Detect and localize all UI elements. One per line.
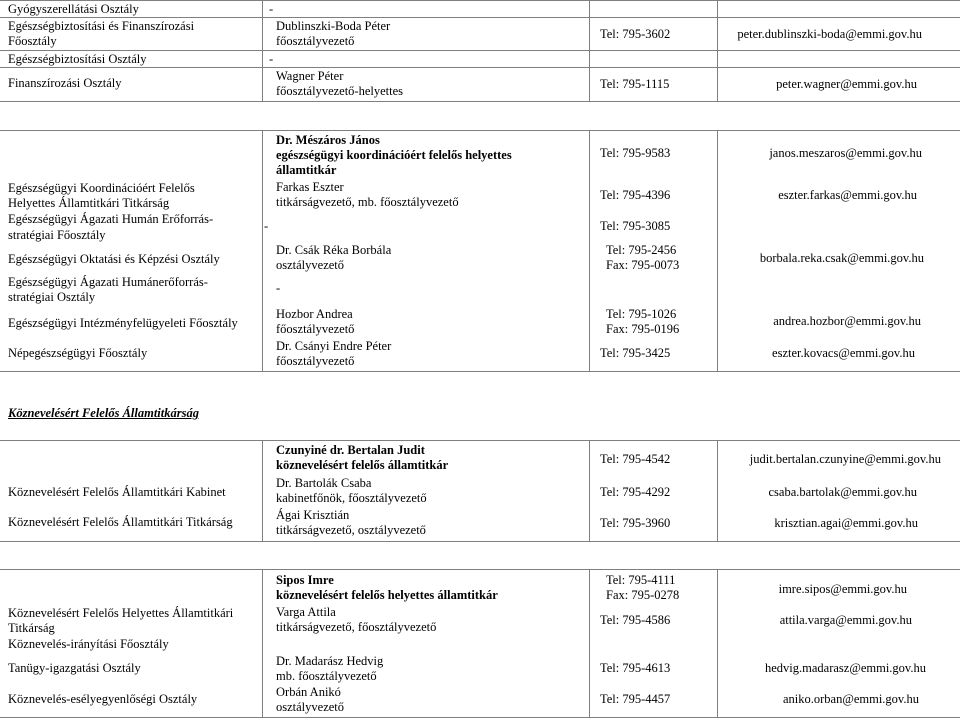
unit-name: Tanügy-igazgatási Osztály — [8, 661, 141, 675]
fax-number: Fax: 795-0278 — [606, 588, 680, 602]
person-role: titkárságvezető, mb. főosztályvezető — [276, 195, 459, 209]
person-name: - — [276, 281, 281, 295]
person-name: - — [269, 52, 274, 66]
unit-name: Finanszírozási Osztály — [8, 76, 122, 90]
person-role: köznevelésért felelős helyettes államtitkár — [276, 588, 498, 602]
email-address[interactable]: judit.bertalan.czunyine@emmi.gov.hu — [749, 452, 941, 466]
person-name: - — [264, 219, 269, 233]
unit-name: Egészségbiztosítási és Finanszírozási — [8, 19, 195, 33]
phone-number: Tel: 795-4457 — [600, 692, 671, 706]
email-address[interactable]: eszter.kovacs@emmi.gov.hu — [772, 346, 915, 360]
phone-number: Tel: 795-4586 — [600, 613, 671, 627]
unit-name: Egészségügyi Intézményfelügyeleti Főosztály — [8, 316, 238, 330]
email-address[interactable]: attila.varga@emmi.gov.hu — [779, 613, 912, 627]
unit-name: stratégiai Főosztály — [8, 228, 106, 242]
person-role: mb. főosztályvezető — [276, 669, 377, 683]
fax-number: Fax: 795-0073 — [606, 258, 680, 272]
phone-number: Tel: 795-4542 — [600, 452, 671, 466]
phone-number: Tel: 795-4292 — [600, 485, 671, 499]
unit-name: Köznevelés-irányítási Főosztály — [8, 637, 169, 651]
person-role: egészségügyi koordinációért felelős helyettes — [276, 148, 512, 162]
phone-number: Tel: 795-4396 — [600, 188, 671, 202]
unit-name: Köznevelés-esélyegyenlőségi Osztály — [8, 692, 198, 706]
person-role: osztályvezető — [276, 258, 345, 272]
unit-name: stratégiai Osztály — [8, 290, 96, 304]
phone-number: Tel: 795-4111 — [606, 573, 676, 587]
person-name: Dublinszki-Boda Péter — [276, 19, 391, 33]
person-role: osztályvezető — [276, 700, 345, 714]
phone-number: Tel: 795-3425 — [600, 346, 671, 360]
person-name: Wagner Péter — [276, 69, 344, 83]
section-heading: Köznevelésért Felelős Államtitkárság — [8, 406, 199, 420]
fax-number: Fax: 795-0196 — [606, 322, 680, 336]
person-role: főosztályvezető — [276, 34, 355, 48]
unit-name: Köznevelésért Felelős Helyettes Államtitkári — [8, 606, 234, 620]
unit-name: Titkárság — [8, 621, 55, 635]
email-address[interactable]: peter.wagner@emmi.gov.hu — [776, 77, 917, 91]
email-address[interactable]: andrea.hozbor@emmi.gov.hu — [773, 314, 921, 328]
person-name: Dr. Madarász Hedvig — [276, 654, 384, 668]
person-name: Dr. Csányi Endre Péter — [276, 339, 392, 353]
person-name: Varga Attila — [276, 605, 336, 619]
email-address[interactable]: krisztian.agai@emmi.gov.hu — [774, 516, 918, 530]
email-address[interactable]: janos.meszaros@emmi.gov.hu — [769, 146, 922, 160]
phone-number: Tel: 795-4613 — [600, 661, 671, 675]
phone-number: Tel: 795-2456 — [606, 243, 677, 257]
phone-number: Tel: 795-1115 — [600, 77, 670, 91]
person-name: Dr. Bartolák Csaba — [276, 476, 372, 490]
unit-name: Egészségbiztosítási Osztály — [8, 52, 147, 66]
person-name: Farkas Eszter — [276, 180, 344, 194]
person-role: titkárságvezető, osztályvezető — [276, 523, 426, 537]
person-name: Czunyiné dr. Bertalan Judit — [276, 443, 425, 457]
person-name: Dr. Mészáros János — [276, 133, 380, 147]
unit-name: Gyógyszerellátási Osztály — [8, 2, 139, 16]
email-address[interactable]: csaba.bartolak@emmi.gov.hu — [768, 485, 917, 499]
unit-name: Egészségügyi Koordinációért Felelős — [8, 181, 195, 195]
unit-name: Egészségügyi Ágazati Humán Erőforrás- — [8, 212, 214, 226]
phone-number: Tel: 795-3602 — [600, 27, 671, 41]
person-role: titkárságvezető, főosztályvezető — [276, 620, 437, 634]
phone-number: Tel: 795-1026 — [606, 307, 677, 321]
person-role: főosztályvezető — [276, 322, 355, 336]
person-role: főosztályvezető-helyettes — [276, 84, 404, 98]
unit-name: Egészségügyi Oktatási és Képzési Osztály — [8, 252, 220, 266]
email-address[interactable]: peter.dublinszki-boda@emmi.gov.hu — [737, 27, 922, 41]
unit-name: Főosztály — [8, 34, 57, 48]
person-name: Dr. Csák Réka Borbála — [276, 243, 392, 257]
person-name: Hozbor Andrea — [276, 307, 353, 321]
phone-number: Tel: 795-3960 — [600, 516, 671, 530]
unit-name: Helyettes Államtitkári Titkárság — [8, 196, 170, 210]
phone-number: Tel: 795-9583 — [600, 146, 671, 160]
person-role: kabinetfőnök, főosztályvezető — [276, 491, 427, 505]
person-role: államtitkár — [276, 163, 337, 177]
email-address[interactable]: eszter.farkas@emmi.gov.hu — [778, 188, 917, 202]
unit-name: Népegészségügyi Főosztály — [8, 346, 148, 360]
person-name: Orbán Anikó — [276, 685, 341, 699]
unit-name: Köznevelésért Felelős Államtitkári Kabinet — [8, 485, 226, 499]
person-name: Sipos Imre — [276, 573, 334, 587]
person-role: köznevelésért felelős államtitkár — [276, 458, 449, 472]
email-address[interactable]: aniko.orban@emmi.gov.hu — [782, 692, 919, 706]
person-name: - — [269, 2, 274, 16]
email-address[interactable]: borbala.reka.csak@emmi.gov.hu — [759, 251, 924, 265]
email-address[interactable]: imre.sipos@emmi.gov.hu — [778, 582, 907, 596]
person-name: Ágai Krisztián — [276, 508, 350, 522]
unit-name: Egészségügyi Ágazati Humánerőforrás- — [8, 275, 208, 289]
unit-name: Köznevelésért Felelős Államtitkári Titkárság — [8, 515, 233, 529]
phone-number: Tel: 795-3085 — [600, 219, 671, 233]
person-role: főosztályvezető — [276, 354, 355, 368]
email-address[interactable]: hedvig.madarasz@emmi.gov.hu — [764, 661, 926, 675]
